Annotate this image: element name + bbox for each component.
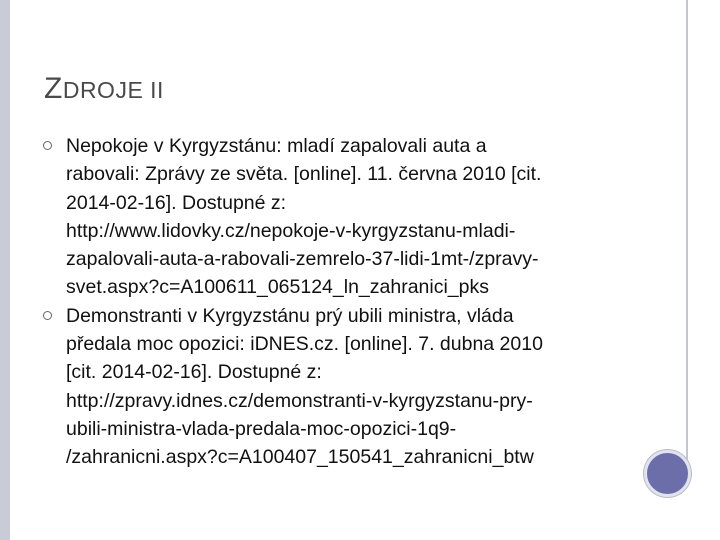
source-text: [66, 302, 664, 472]
source-line: [cit. 2014-02-16]. Dostupné z:: [66, 361, 322, 384]
sources-list: [44, 132, 664, 472]
source-line: Demonstranti v Kyrgyzstánu prý ubili ministra, vláda: [66, 304, 514, 327]
bullet-circle-icon: [43, 141, 52, 150]
source-line: předala moc opozici: iDNES.cz. [online]. 7. dubna 2010: [66, 333, 543, 356]
source-item: [44, 132, 664, 302]
source-line: 2014-02-16]. Dostupné z:: [66, 191, 287, 214]
source-text: [66, 132, 664, 302]
source-url-line: http://www.lidovky.cz/nepokoje-v-kyrgyzstanu-mladi-: [66, 219, 516, 242]
source-line: Nepokoje v Kyrgyzstánu: mladí zapalovali auta a: [66, 135, 487, 157]
source-url-line: http://zpravy.idnes.cz/demonstranti-v-kyrgyzstanu-pry-: [66, 389, 533, 412]
bullet-circle-icon: [43, 311, 52, 320]
source-url-line: svet.aspx?c=A100611_065124_ln_zahranici_pks: [66, 276, 489, 299]
slide-title-rest: DROJE II: [62, 77, 164, 103]
slide-title: [44, 72, 164, 106]
source-line: rabovali: Zprávy ze světa. [online]. 11. června 2010 [cit.: [66, 163, 542, 186]
source-url-line: zapalovali-auta-a-rabovali-zemrelo-37-lidi-1mt-/zpravy-: [66, 248, 539, 271]
decorative-circle-icon: [644, 450, 691, 497]
source-url-line: /zahranicni.aspx?c=A100407_150541_zahranicni_btw: [66, 446, 534, 469]
source-item: [44, 302, 664, 472]
source-url-line: ubili-ministra-vlada-predala-moc-opozici-1q9-: [66, 417, 457, 440]
left-decor-bar: [0, 0, 10, 540]
right-decor-line: [686, 0, 688, 470]
slide-title-initial: Z: [44, 72, 63, 105]
